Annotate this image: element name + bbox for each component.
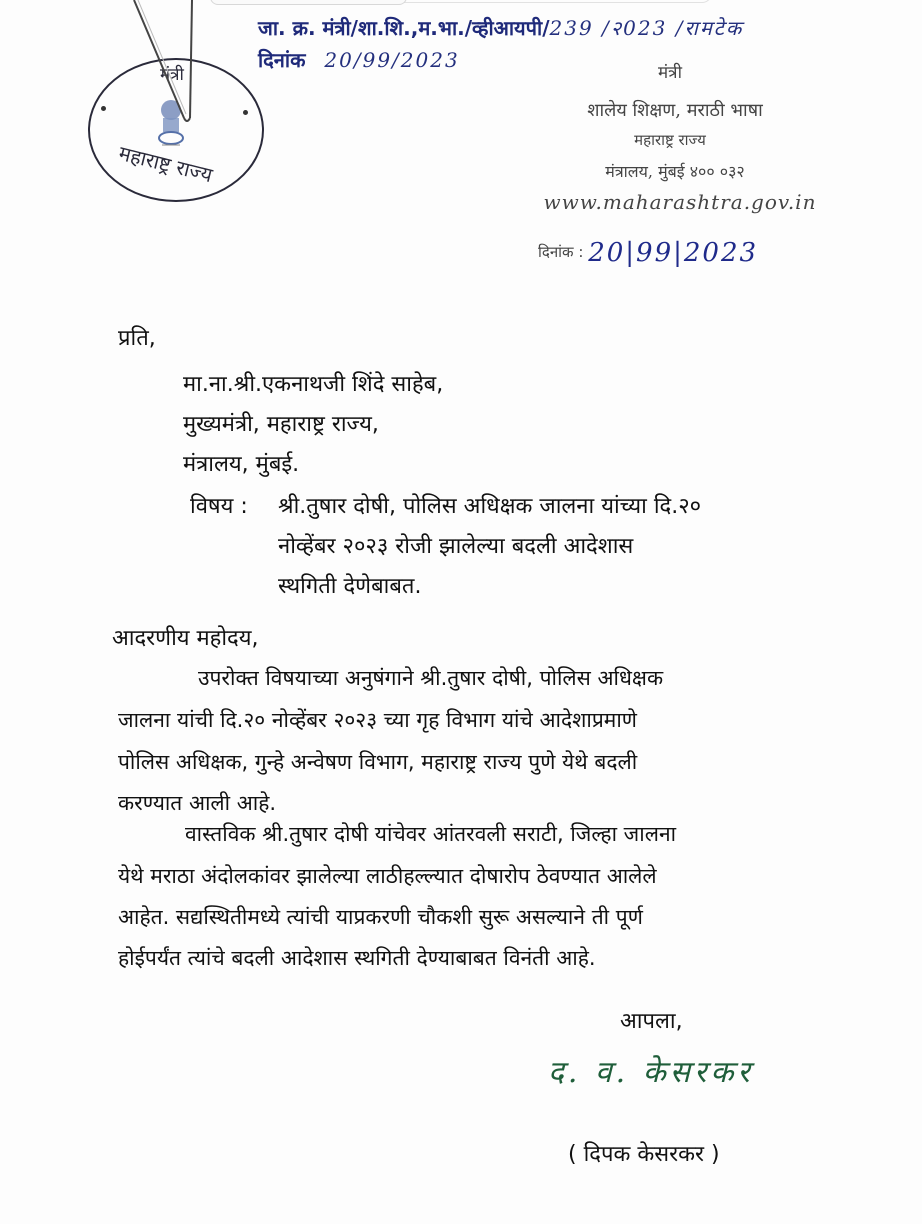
letterhead-state: महाराष्ट्र राज्य: [634, 131, 706, 149]
letterhead-title: मंत्री: [658, 63, 682, 83]
recipient-line: मा.ना.श्री.एकनाथजी शिंदे साहेब,: [183, 372, 444, 397]
recipient-line: मंत्रालय, मुंबई.: [183, 452, 300, 477]
recipient-to: प्रति,: [118, 326, 156, 351]
seal-bottom-text: महाराष्ट्र राज्य: [116, 140, 215, 188]
signatory-name: ( दिपक केसरकर ): [568, 1142, 720, 1167]
letterhead-handwritten-date: 20|99|2023: [588, 238, 759, 268]
greeting: आदरणीय महोदय,: [112, 626, 259, 651]
paragraph-line: पोलिस अधिक्षक, गुन्हे अन्वेषण विभाग, महाराष्ट्र राज्य पुणे येथे बदली: [118, 750, 638, 774]
reference-number: [258, 14, 743, 41]
letterhead-date-label: दिनांक :: [538, 243, 584, 261]
paragraph-line: जालना यांची दि.२० नोव्हेंबर २०२३ च्या गृह विभाग यांचे आदेशाप्रमाणे: [118, 708, 637, 732]
paragraph-line: उपरोक्त विषयाच्या अनुषंगाने श्री.तुषार दोषी, पोलिस अधिक्षक: [198, 666, 664, 690]
valediction: आपला,: [620, 1009, 683, 1034]
reference-prefix: जा. क्र. मंत्री/शा.शि.,म.भा./व्हीआयपी/: [258, 16, 550, 40]
paper-edge: [210, 0, 407, 5]
subject-label: विषय :: [190, 494, 248, 519]
paragraph-line: वास्तविक श्री.तुषार दोषी यांचेवर आंतरवली सराटी, जिल्हा जालना: [185, 822, 677, 846]
reference-date: [258, 46, 460, 73]
subject-line: स्थगिती देणेबाबत.: [278, 574, 422, 599]
subject-line: श्री.तुषार दोषी, पोलिस अधिक्षक जालना यांच्या दि.२०: [278, 494, 702, 519]
pen-icon: [124, 0, 204, 125]
seal-dot: [243, 110, 248, 115]
letterhead-address: मंत्रालय, मुंबई ४०० ०३२: [605, 162, 745, 181]
paragraph-line: आहेत. सद्यस्थितीमध्ये त्यांची याप्रकरणी चौकशी सुरू असल्याने ती पूर्ण: [118, 905, 643, 929]
letterhead-department: शालेय शिक्षण, मराठी भाषा: [587, 100, 763, 121]
letterhead-website: www.maharashtra.gov.in: [543, 190, 817, 214]
signature: द. व. केसरकर: [548, 1055, 754, 1090]
paragraph-line: करण्यात आली आहे.: [118, 791, 277, 815]
reference-date-label: दिनांक: [258, 48, 306, 72]
subject-line: नोव्हेंबर २०२३ रोजी झालेल्या बदली आदेशास: [278, 534, 634, 559]
reference-handwritten-date: 20/99/2023: [324, 48, 460, 72]
reference-handwritten-number: 239 /२023 /रामटेक: [549, 16, 744, 40]
paragraph-line: होईपर्यंत त्यांचे बदली आदेशास स्थगिती देण्याबाबत विनंती आहे.: [118, 946, 596, 970]
seal-top-text: मंत्री: [160, 65, 184, 85]
paragraph-line: येथे मराठा अंदोलकांवर झालेल्या लाठीहल्ल्यात दोषारोप ठेवण्यात आलेले: [118, 864, 657, 888]
seal-dot: [101, 106, 106, 111]
recipient-line: मुख्यमंत्री, महाराष्ट्र राज्य,: [183, 412, 379, 437]
letterhead-date: [538, 238, 758, 268]
